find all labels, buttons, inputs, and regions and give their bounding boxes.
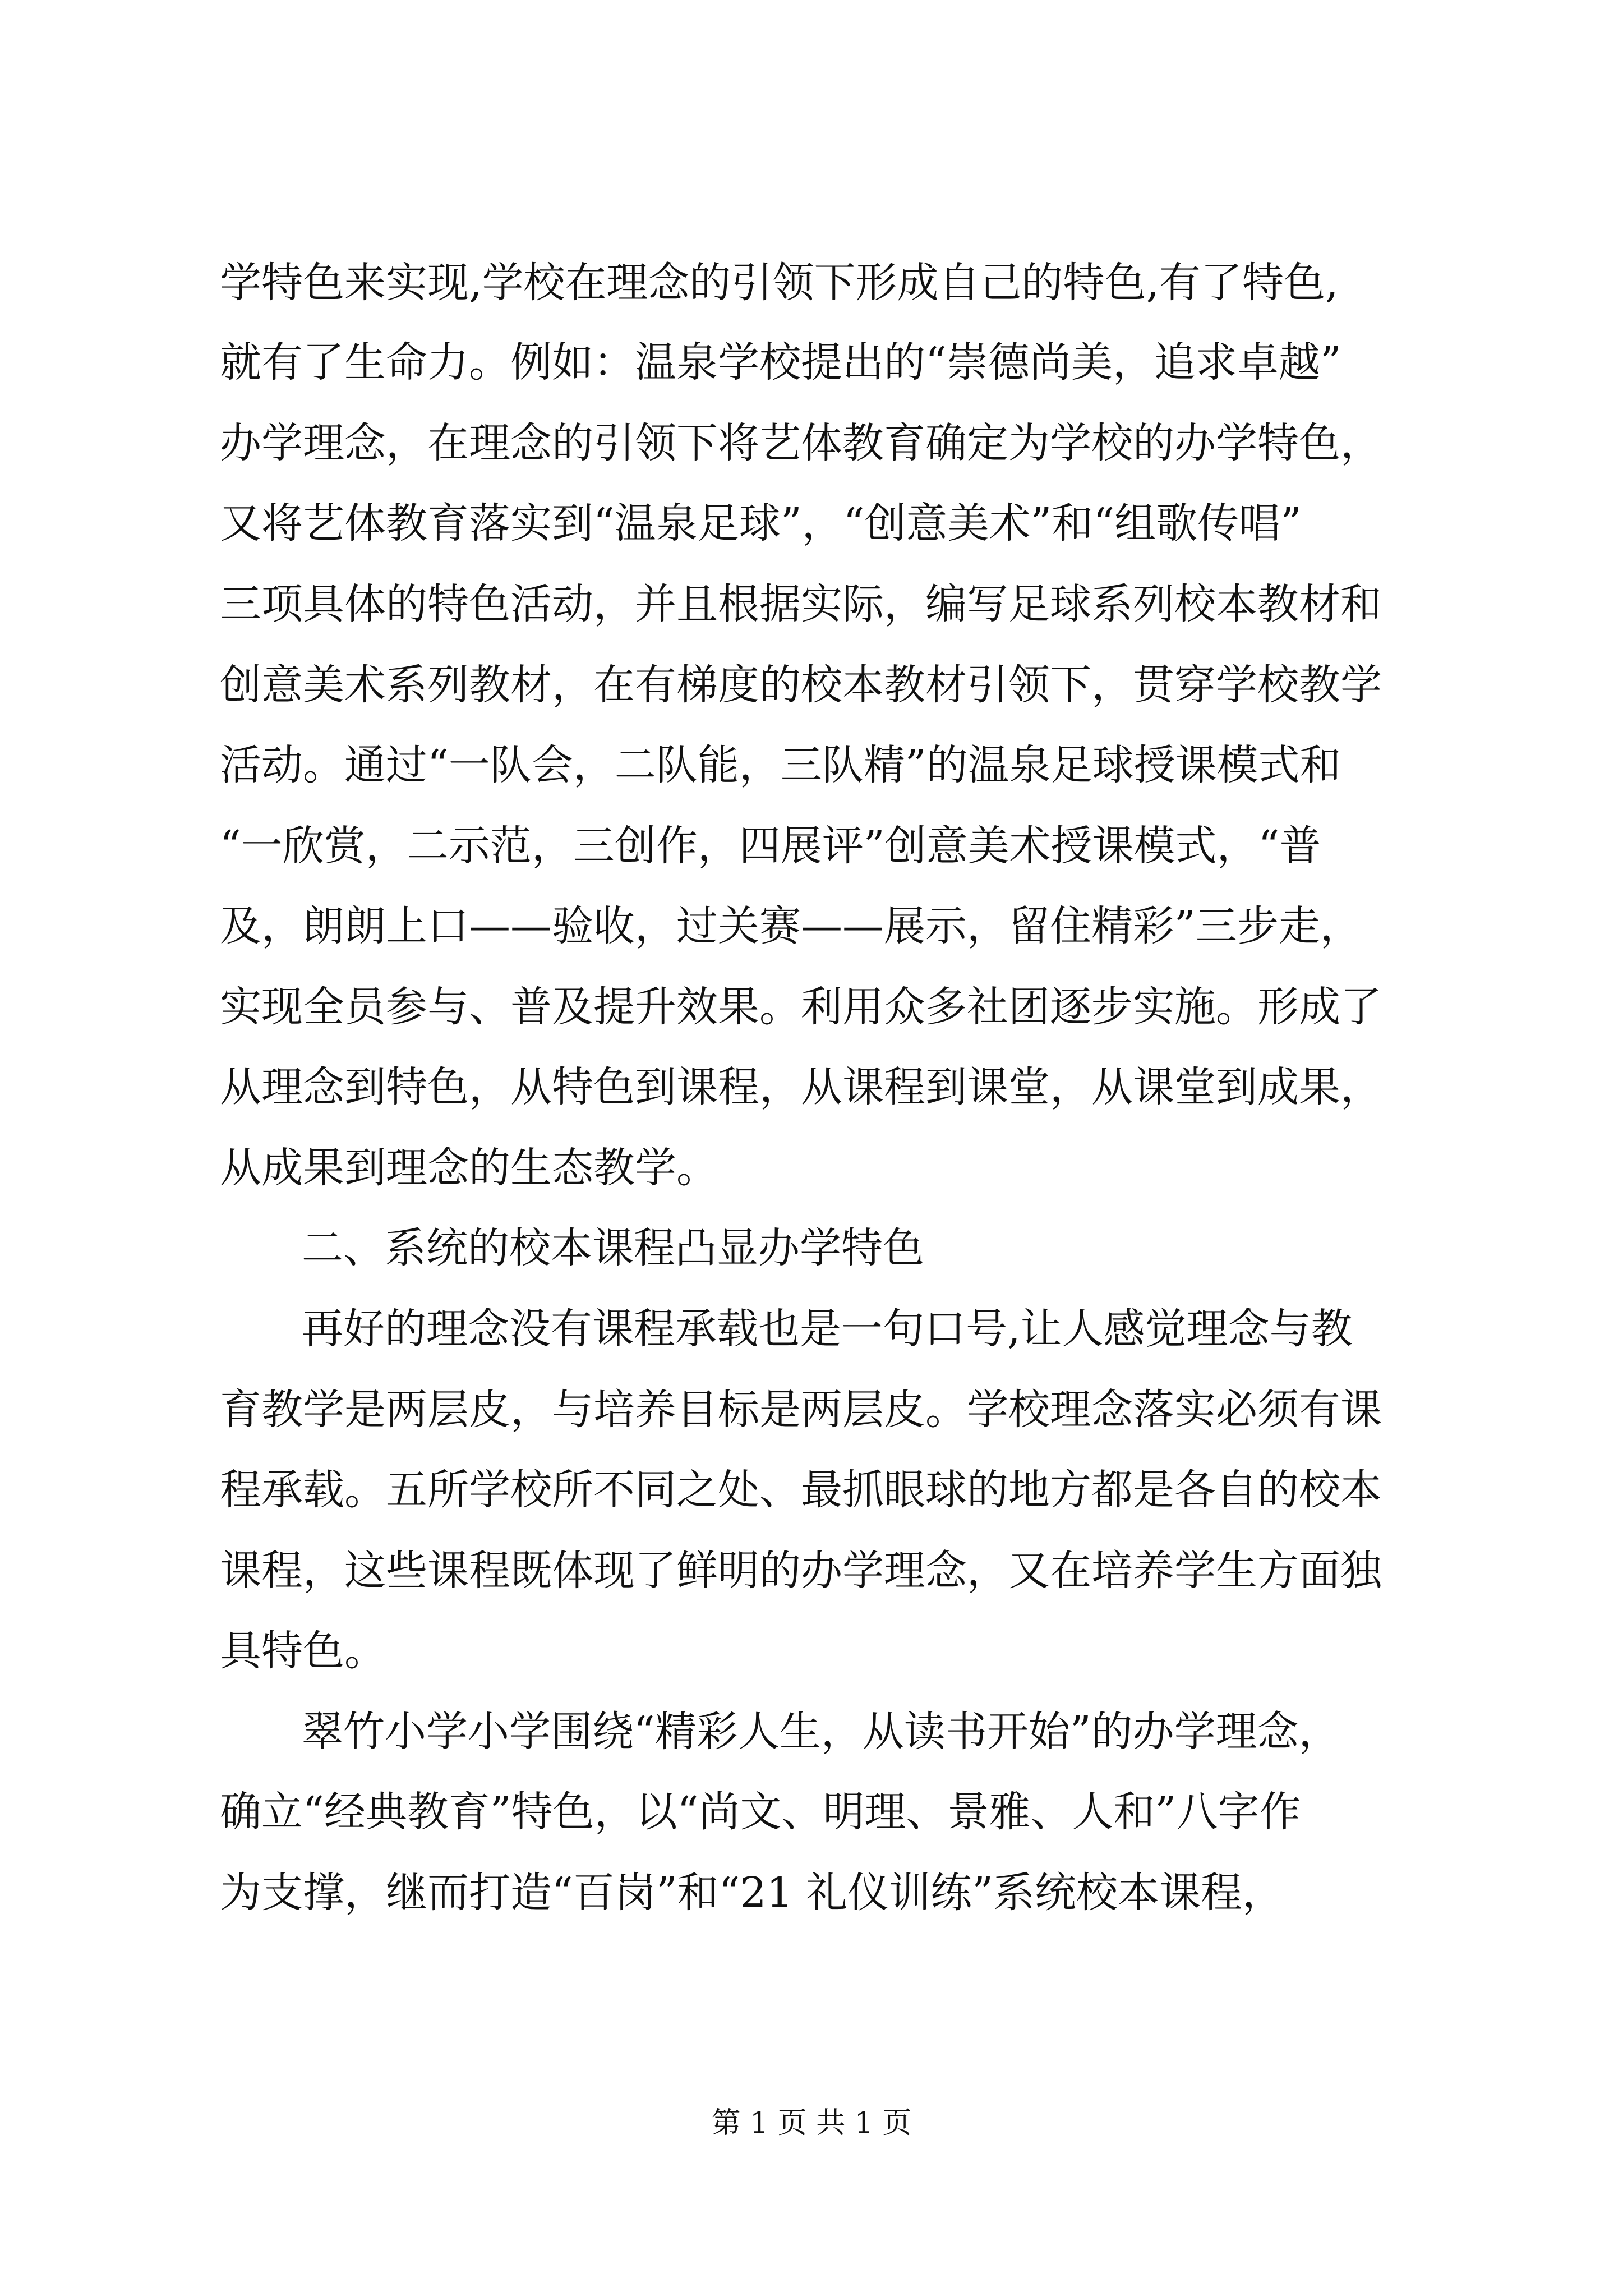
text-line: 为支撑，继而打造“百岗”和“21 礼仪训练”系统校本课程， [220, 1869, 1284, 1917]
text-line: 及，朗朗上口——验收，过关赛——展示，留住精彩”三步走， [220, 902, 1362, 950]
text-line: 学特色来实现,学校在理念的引领下形成自己的特色,有了特色, [220, 259, 1339, 307]
text-line: 从理念到特色，从特色到课程，从课程到课堂，从课堂到成果， [220, 1063, 1382, 1111]
page-number: 第 1 页 共 1 页 [711, 2106, 912, 2140]
text-line: 就有了生命力。例如：温泉学校提出的“崇德尚美，追求卓越” [220, 338, 1341, 386]
text-line: 又将艺体教育落实到“温泉足球”，“创意美术”和“组歌传唱” [220, 499, 1302, 547]
text-line: 三项具体的特色活动，并且根据实际，编写足球系列校本教材和 [220, 580, 1382, 628]
text-line: 育教学是两层皮，与培养目标是两层皮。学校理念落实必须有课 [220, 1386, 1382, 1434]
section-heading: 二、系统的校本课程凸显办学特色 [302, 1224, 924, 1272]
text-line: 实现全员参与、普及提升效果。利用众多社团逐步实施。形成了 [220, 983, 1382, 1031]
text-line: 创意美术系列教材，在有梯度的校本教材引领下，贯穿学校教学 [220, 661, 1382, 709]
text-line: 办学理念，在理念的引领下将艺体教育确定为学校的办学特色， [220, 419, 1382, 467]
text-line: 程承载。五所学校所不同之处、最抓眼球的地方都是各自的校本 [220, 1466, 1382, 1514]
text-line: 再好的理念没有课程承载也是一句口号,让人感觉理念与教 [302, 1305, 1353, 1353]
text-line: 翠竹小学小学围绕“精彩人生，从读书开始”的办学理念， [302, 1708, 1340, 1756]
page-footer [0, 2106, 1623, 2140]
text-line: 具特色。 [220, 1627, 386, 1675]
text-line: “一欣赏，二示范，三创作，四展评”创意美术授课模式，“普 [220, 822, 1321, 870]
text-line: 从成果到理念的生态教学。 [220, 1144, 718, 1192]
text-line: 确立“经典教育”特色，以“尚文、明理、景雅、人和”八字作 [220, 1788, 1301, 1836]
text-line: 课程，这些课程既体现了鲜明的办学理念，又在培养学生方面独 [220, 1547, 1382, 1595]
text-line: 活动。通过“一队会，二队能，三队精”的温泉足球授课模式和 [220, 741, 1341, 789]
